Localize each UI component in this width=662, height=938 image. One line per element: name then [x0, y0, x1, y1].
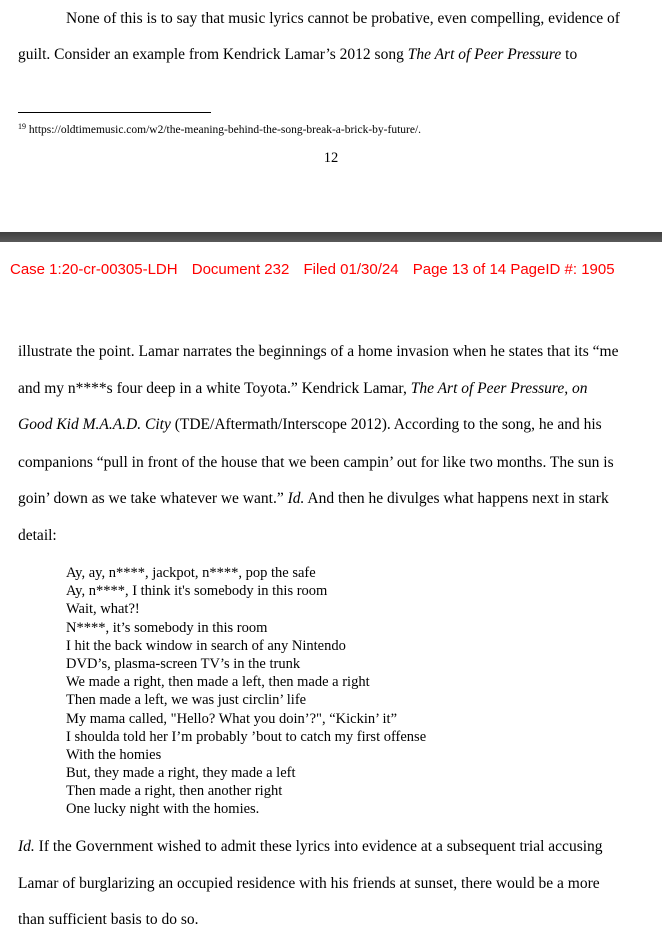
id-citation: Id. — [287, 490, 305, 507]
body-line-2 — [18, 380, 588, 398]
case-number: Case 1:20-cr-00305-LDH — [10, 261, 178, 278]
lyric-line: Wait, what?! — [66, 601, 140, 618]
lyric-line: But, they made a right, they made a left — [66, 765, 296, 782]
page-break-divider — [0, 232, 662, 242]
filed-date: Filed 01/30/24 — [303, 261, 399, 278]
lyric-line: N****, it’s somebody in this room — [66, 619, 268, 636]
text-run: guilt. Consider an example from Kendrick Lamar’s 2012 song — [18, 46, 408, 63]
song-title: The Art of Peer Pressure — [407, 46, 562, 63]
footnote-19 — [18, 124, 421, 136]
footnote-link[interactable]: https://oldtimemusic.com/w2/the-meaning-behind-the-song-break-a-brick-by-future/. — [26, 124, 422, 136]
lyric-line: My mama called, "Hello? What you doin’?", “Kickin’ it” — [66, 710, 398, 727]
prev-page-line-2 — [18, 46, 577, 64]
lyric-line: DVD’s, plasma-screen TV’s in the trunk — [66, 655, 301, 672]
text-run: and my n****s four deep in a white Toyota.” Kendrick Lamar, — [18, 380, 411, 397]
body-line-4: companions “pull in front of the house that we been campin’ out for like two months. The sun is — [18, 454, 614, 471]
body-line-1: illustrate the point. Lamar narrates the beginnings of a home invasion when he states that its “me — [18, 343, 619, 360]
text-run: And then he divulges what happens next in stark — [304, 490, 609, 507]
lyric-line: Ay, ay, n****, jackpot, n****, pop the safe — [66, 565, 316, 581]
text-run: to — [561, 46, 578, 63]
page-number: 12 — [323, 150, 339, 166]
footnote-number: 19 — [18, 122, 26, 131]
prev-page-line-1: None of this is to say that music lyrics cannot be probative, even compelling, evidence of — [66, 10, 620, 27]
body-line-9: than sufficient basis to do so. — [18, 911, 199, 928]
song-title: The Art of Peer Pressure, on — [410, 380, 588, 397]
album-title: Good Kid M.A.A.D. City — [18, 416, 171, 433]
lyric-line: We made a right, then made a left, then made a right — [66, 674, 370, 691]
text-run: (TDE/Aftermath/Interscope 2012). According to the song, he and his — [170, 416, 602, 433]
lyrics-block-quote — [66, 564, 426, 819]
lyric-line: I shoulda told her I’m probably ’bout to catch my first offense — [66, 728, 427, 745]
footnote-divider — [18, 112, 211, 113]
lyric-line: I hit the back window in search of any Nintendo — [66, 637, 346, 654]
text-run: If the Government wished to admit these lyrics into evidence at a subsequent trial accusing — [34, 838, 603, 855]
lyric-line: Then made a left, we was just circlin’ life — [66, 692, 307, 709]
lyric-line: Ay, n****, I think it's somebody in this room — [66, 583, 328, 600]
body-line-3 — [18, 416, 602, 434]
body-line-8: Lamar of burglarizing an occupied residence with his friends at sunset, there would be a more — [18, 875, 600, 892]
text-run: goin’ down as we take whatever we want.” — [18, 490, 288, 507]
lyric-line: One lucky night with the homies. — [66, 801, 260, 818]
lyric-line: With the homies — [66, 746, 162, 763]
body-line-5 — [18, 490, 609, 508]
case-header — [10, 261, 615, 278]
document-number: Document 232 — [191, 261, 290, 278]
lyric-line: Then made a right, then another right — [66, 783, 283, 800]
id-citation: Id. — [18, 838, 35, 855]
page-id: Page 13 of 14 PageID #: 1905 — [412, 261, 615, 278]
body-line-6: detail: — [18, 527, 57, 544]
body-line-7 — [18, 838, 603, 856]
